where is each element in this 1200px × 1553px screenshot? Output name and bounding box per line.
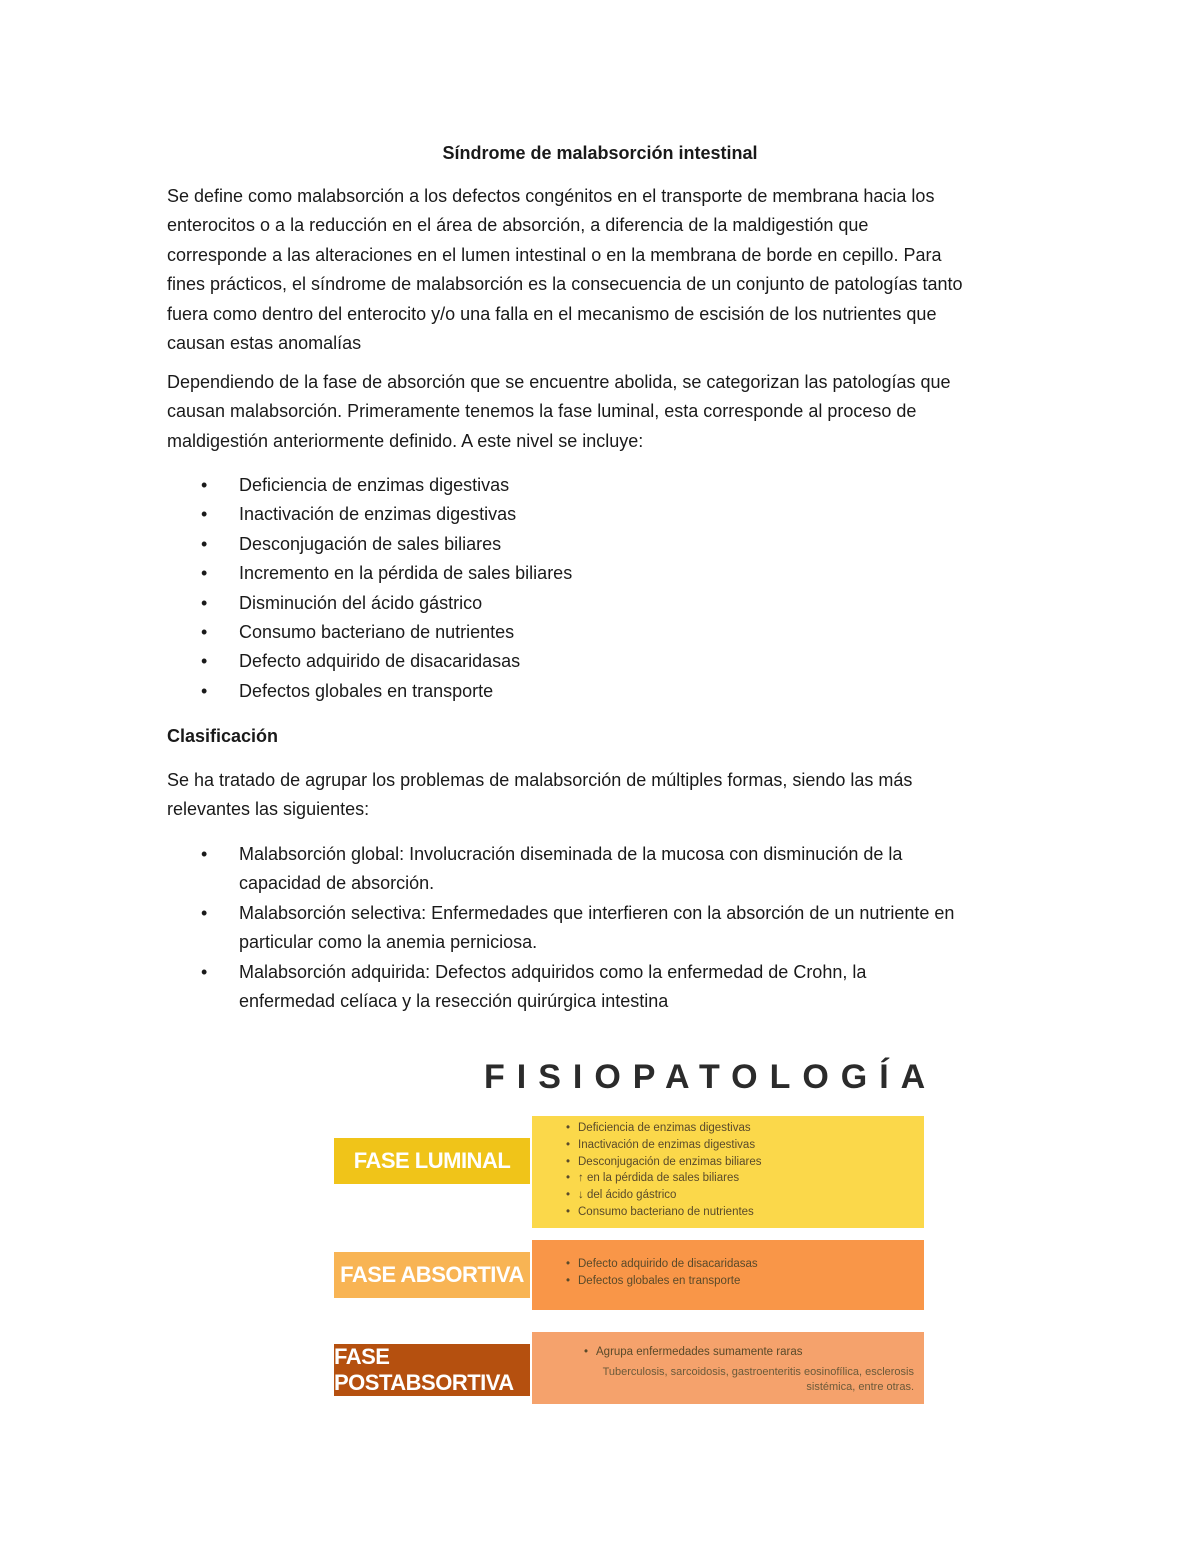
text-line: fines prácticos, el síndrome de malabsorción es la consecuencia de un conjunto de patologías tanto [167,274,963,295]
figure-title: FISIOPATOLOGÍA [484,1058,938,1096]
bullet-icon: • [201,961,208,982]
phase-note: Tuberculosis, sarcoidosis, gastroenteritis eosinofílica, esclerosis sistémica, entre otras. [602,1365,914,1393]
text-line: Se ha tratado de agrupar los problemas de malabsorción de múltiples formas, siendo las más [167,770,913,790]
luminal-list [167,471,1047,706]
bullet-icon: • [201,844,208,864]
text-line: enterocitos o a la reducción en el área de absorción, a diferencia de la maldigestión que [167,215,869,236]
bullet-icon: • [201,902,208,923]
bullet-icon: • [566,1138,571,1151]
bullet-icon: • [566,1274,571,1287]
list-item: • Defecto adquirido de disacaridasas [167,647,1047,676]
intro-paragraph [167,182,1047,358]
phase-label-postabsortiva: FASE POSTABSORTIVA [334,1344,530,1396]
text-line: relevantes las siguientes: [167,799,370,820]
classification-paragraph [167,766,1047,825]
text-line: Dependiendo de la fase de absorción que se encuentre abolida, se categorizan las patologías que [167,372,951,392]
phase-label-absortiva: FASE ABSORTIVA [334,1252,530,1298]
list-item: • Disminución del ácido gástrico [167,589,1047,618]
text-line: causan malabsorción. Primeramente tenemos la fase luminal, esta corresponde al proceso de [167,401,917,422]
bullet-icon: • [201,592,208,613]
list-item: • Defecto adquirido de disacaridasas [532,1256,924,1273]
fisiopatologia-figure [334,1058,938,1408]
phase-box-postabsortiva [532,1332,924,1404]
bullet-icon: • [201,533,208,554]
bullet-icon: • [584,1346,589,1358]
list-item: • Incremento en la pérdida de sales biliares [167,559,1047,588]
bullet-icon: • [201,504,208,525]
list-item: • ↓ del ácido gástrico [532,1187,924,1204]
text-line: maldigestión anteriormente definido. A este nivel se incluye: [167,430,644,451]
list-item: • Defectos globales en transporte [532,1273,924,1290]
text-line: corresponde a las alteraciones en el lumen intestinal o en la membrana de borde en cepillo. Para [167,244,942,265]
list-item: • Malabsorción adquirida: Defectos adquiridos como la enfermedad de Crohn, la enfermedad celíaca y la resección quirúrgica intestina [167,958,1047,1017]
phase-paragraph [167,368,1047,456]
document-title: Síndrome de malabsorción intestinal [442,143,758,163]
phase-box-absortiva [532,1240,924,1310]
list-item: • Defectos globales en transporte [167,677,1047,706]
classification-heading: Clasificación [167,726,279,746]
bullet-icon: • [201,680,208,701]
text-line: causan estas anomalías [167,333,362,354]
list-item: • Malabsorción global: Involucración diseminada de la mucosa con disminución de la capacidad de absorción. [167,840,1047,899]
bullet-icon: • [566,1172,571,1185]
list-item: • Deficiencia de enzimas digestivas [532,1120,924,1137]
bullet-icon: • [201,563,208,584]
list-item: • Inactivación de enzimas digestivas [167,500,1047,529]
text-line: Se define como malabsorción a los defectos congénitos en el transporte de membrana hacia los [167,186,935,206]
classification-list [167,840,1047,1016]
list-item: • Desconjugación de sales biliares [167,530,1047,559]
list-item: • Agrupa enfermedades sumamente raras [532,1344,924,1361]
list-item: • Consumo bacteriano de nutrientes [532,1204,924,1221]
bullet-icon: • [566,1155,571,1168]
list-item: • Inactivación de enzimas digestivas [532,1137,924,1154]
bullet-icon: • [201,651,208,672]
bullet-icon: • [566,1205,571,1218]
bullet-icon: • [566,1258,571,1270]
phase-label-luminal: FASE LUMINAL [334,1138,530,1184]
text-line: fuera como dentro del enterocito y/o una falla en el mecanismo de escisión de los nutrientes que [167,303,937,324]
list-item: • Deficiencia de enzimas digestivas [167,471,1047,500]
bullet-icon: • [201,622,208,643]
list-item: • Malabsorción selectiva: Enfermedades que interfieren con la absorción de un nutriente en particular como la anemia perniciosa. [167,899,1047,958]
list-item: • Consumo bacteriano de nutrientes [167,618,1047,647]
list-item: • ↑ en la pérdida de sales biliares [532,1170,924,1187]
phase-box-luminal [532,1116,924,1228]
list-item: • Desconjugación de enzimas biliares [532,1154,924,1171]
bullet-icon: • [566,1122,571,1134]
bullet-icon: • [201,475,208,495]
bullet-icon: • [566,1189,571,1202]
